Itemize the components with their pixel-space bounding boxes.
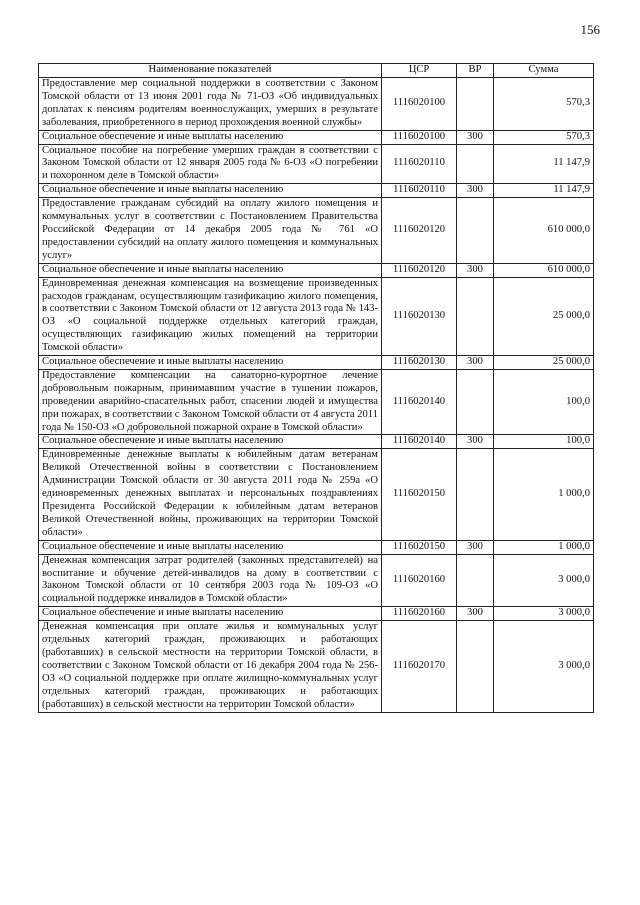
row-sum: 570,3 [494, 78, 594, 131]
table-row [39, 356, 594, 370]
page-number: 156 [580, 22, 600, 37]
row-csr: 1116020140 [382, 435, 457, 449]
row-name: Денежная компенсация при оплате жилья и коммунальных услуг отдельных категорий граждан, проживающих и работающих (работавших) в сельской местности на территории Томской области, в соответствии с Законом Томской области от 16 декабря 2004 года № 256-ОЗ «О социальной поддержке при оплате жилищно-коммунальных услуг отдельных категорий граждан, проживающих и работающих (работавших) в сельской местности на территории Томской области» [39, 621, 382, 712]
row-name: Социальное пособие на погребение умерших граждан в соответствии с Законом Томской области от 12 января 2005 года № 6-ОЗ «О погребении и похоронном деле в Томской области» [39, 144, 382, 184]
table-row [39, 263, 594, 277]
row-name: Социальное обеспечение и иные выплаты населению [39, 435, 382, 449]
row-vr [457, 277, 494, 355]
row-vr [457, 554, 494, 607]
row-csr: 1116020170 [382, 621, 457, 712]
row-csr: 1116020160 [382, 554, 457, 607]
row-vr [457, 449, 494, 540]
table-header-row [39, 64, 594, 78]
row-csr: 1116020130 [382, 356, 457, 370]
row-name: Социальное обеспечение и иные выплаты населению [39, 184, 382, 198]
row-sum: 610 000,0 [494, 198, 594, 264]
row-csr: 1116020100 [382, 130, 457, 144]
table-row [39, 184, 594, 198]
row-sum: 3 000,0 [494, 621, 594, 712]
table-row [39, 435, 594, 449]
row-name: Социальное обеспечение и иные выплаты населению [39, 540, 382, 554]
header-sum: Сумма [494, 64, 594, 78]
table-row [39, 144, 594, 184]
row-name: Социальное обеспечение и иные выплаты населению [39, 356, 382, 370]
row-csr: 1116020130 [382, 277, 457, 355]
row-vr: 300 [457, 184, 494, 198]
row-csr: 1116020110 [382, 184, 457, 198]
budget-table [38, 63, 594, 713]
row-vr: 300 [457, 435, 494, 449]
row-vr: 300 [457, 540, 494, 554]
row-sum: 570,3 [494, 130, 594, 144]
table-row [39, 198, 594, 264]
row-sum: 3 000,0 [494, 554, 594, 607]
row-vr: 300 [457, 263, 494, 277]
row-name: Единовременные денежные выплаты к юбилейным датам ветеранам Великой Отечественной войны в соответствии с Постановлением Администрации Томской области от 30 августа 2011 года № 259а «О единовременных денежных выплатах и персональных поздравлениях Президента Российской Федерации к юбилейным датам ветеранов Великой Отечественной войны, проживающих на территории Томской области» [39, 449, 382, 540]
row-sum: 610 000,0 [494, 263, 594, 277]
table-row [39, 540, 594, 554]
row-csr: 1116020150 [382, 449, 457, 540]
header-vr: ВР [457, 64, 494, 78]
row-name: Предоставление мер социальной поддержки в соответствии с Законом Томской области от 13 июня 2001 года № 71-ОЗ «Об индивидуальных доплатах к пенсиям родителям военнослужащих, умерших в результате заболевания, приобретенного в период прохождения военной службы» [39, 78, 382, 131]
header-name: Наименование показателей [39, 64, 382, 78]
row-name: Денежная компенсация затрат родителей (законных представителей) на воспитание и обучение детей-инвалидов на дому в соответствии с Законом Томской области от 10 сентября 2003 года № 109-ОЗ «О социальной поддержке инвалидов в Томской области» [39, 554, 382, 607]
row-vr [457, 144, 494, 184]
row-name: Социальное обеспечение и иные выплаты населению [39, 607, 382, 621]
row-sum: 11 147,9 [494, 184, 594, 198]
table-row [39, 130, 594, 144]
row-vr: 300 [457, 356, 494, 370]
row-vr: 300 [457, 130, 494, 144]
row-sum: 1 000,0 [494, 540, 594, 554]
row-sum: 100,0 [494, 369, 594, 435]
table-row [39, 78, 594, 131]
row-vr: 300 [457, 607, 494, 621]
row-sum: 25 000,0 [494, 277, 594, 355]
row-vr [457, 198, 494, 264]
row-csr: 1116020100 [382, 78, 457, 131]
row-name: Предоставление компенсации на санаторно-курортное лечение добровольным пожарным, принимавшим участие в тушении пожаров, проведении аварийно-спасательных работ, спасении людей и имущества при пожарах, в соответствии с Законом Томской области от 4 августа 2011 года № 150-ОЗ «О добровольной пожарной охране в Томской области» [39, 369, 382, 435]
row-csr: 1116020160 [382, 607, 457, 621]
row-sum: 100,0 [494, 435, 594, 449]
row-name: Предоставление гражданам субсидий на оплату жилого помещения и коммунальных услуг в соответствии с Постановлением Правительства Российской Федерации от 14 декабря 2005 года № 761 «О предоставлении субсидий на оплату жилого помещения и коммунальных услуг» [39, 198, 382, 264]
table-row [39, 369, 594, 435]
row-sum: 11 147,9 [494, 144, 594, 184]
row-sum: 1 000,0 [494, 449, 594, 540]
row-vr [457, 369, 494, 435]
table-row [39, 554, 594, 607]
row-sum: 25 000,0 [494, 356, 594, 370]
row-name: Единовременная денежная компенсация на возмещение произведенных расходов гражданам, осуществляющим газификацию жилого помещения, в соответствии с Законом Томской области от 12 августа 2013 года № 143-ОЗ «О социальной поддержке отдельных категорий граждан, осуществляющих газификацию жилых помещений на территории Томской области» [39, 277, 382, 355]
row-vr [457, 621, 494, 712]
row-csr: 1116020120 [382, 198, 457, 264]
row-name: Социальное обеспечение и иные выплаты населению [39, 263, 382, 277]
table-row [39, 449, 594, 540]
table-row [39, 621, 594, 712]
header-csr: ЦСР [382, 64, 457, 78]
row-csr: 1116020140 [382, 369, 457, 435]
table-row [39, 277, 594, 355]
row-csr: 1116020150 [382, 540, 457, 554]
row-vr [457, 78, 494, 131]
row-sum: 3 000,0 [494, 607, 594, 621]
row-name: Социальное обеспечение и иные выплаты населению [39, 130, 382, 144]
table-row [39, 607, 594, 621]
row-csr: 1116020110 [382, 144, 457, 184]
row-csr: 1116020120 [382, 263, 457, 277]
